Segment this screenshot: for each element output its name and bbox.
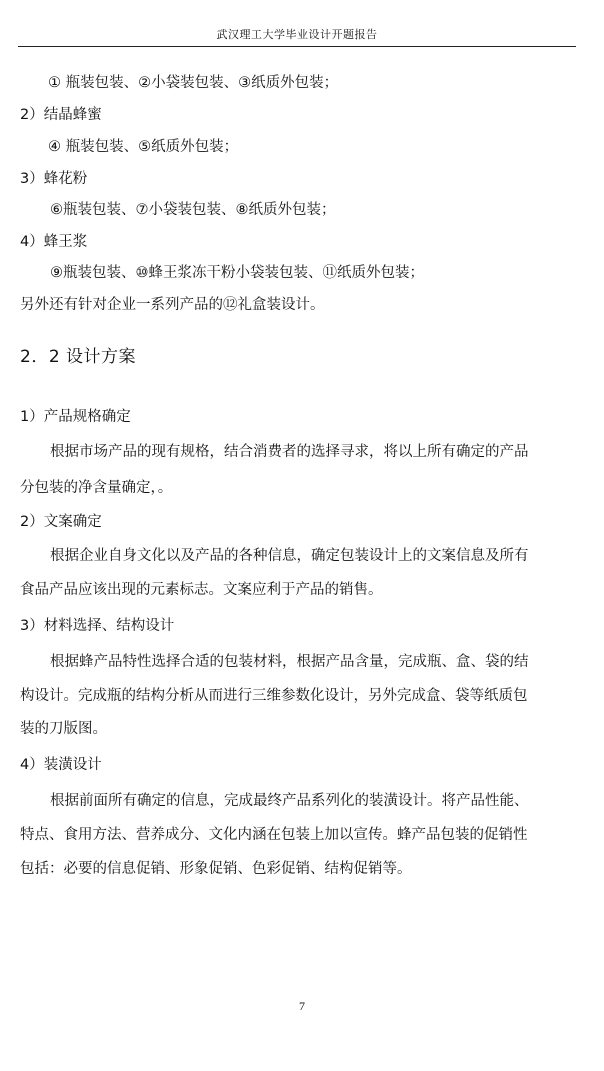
p3-title: 3）材料选择、结构设计 <box>20 618 175 634</box>
p4-line-2: 特点、食用方法、营养成分、文化内涵在包装上加以宣传。蜂产品包装的促销性 <box>20 827 528 843</box>
gift-box-line: 另外还有针对企业一系列产品的⑫礼盒装设计。 <box>20 297 325 313</box>
section-heading: 2．2 设计方案 <box>20 347 137 367</box>
p1-line-2: 分包装的净含量确定，。 <box>20 480 173 496</box>
page-number: 7 <box>299 999 305 1013</box>
packaging-item-3-line: ⑥瓶装包装、⑦小袋装包装、⑧纸质外包装； <box>50 202 336 218</box>
p3-line-3: 装的刀版图。 <box>20 721 107 737</box>
packaging-item-3-title: 3）蜂花粉 <box>20 171 88 187</box>
packaging-item-2-line: ④ 瓶装包装、⑤纸质外包装； <box>48 139 239 155</box>
page-header: 武汉理工大学毕业设计开题报告 <box>18 24 576 47</box>
p1-title: 1）产品规格确定 <box>20 409 131 425</box>
p3-line-2: 构设计。完成瓶的结构分析从而进行三维参数化设计，另外完成盒、袋等纸质包 <box>20 688 528 704</box>
p4-line-3: 包括：必要的信息促销、形象促销、色彩促销、结构促销等。 <box>20 861 412 877</box>
p4-title: 4）装潢设计 <box>20 757 102 773</box>
p3-line-1: 根据蜂产品特性选择合适的包装材料，根据产品含量，完成瓶、盒、袋的结 <box>50 654 529 670</box>
packaging-item-4-title: 4）蜂王浆 <box>20 234 88 250</box>
p1-line-1: 根据市场产品的现有规格，结合消费者的选择寻求，将以上所有确定的产品 <box>50 444 529 460</box>
packaging-item-1-line: ① 瓶装包装、②小袋装包装、③纸质外包装； <box>48 75 339 91</box>
p2-title: 2）文案确定 <box>20 514 102 530</box>
p2-line-2: 食品产品应该出现的元素标志。文案应利于产品的销售。 <box>20 582 383 598</box>
p2-line-1: 根据企业自身文化以及产品的各种信息，确定包装设计上的文案信息及所有 <box>50 548 529 564</box>
packaging-item-2-title: 2）结晶蜂蜜 <box>20 107 102 123</box>
p4-line-1: 根据前面所有确定的信息，完成最终产品系列化的装潢设计。将产品性能、 <box>50 793 529 809</box>
packaging-item-4-line: ⑨瓶装包装、⑩蜂王浆冻干粉小袋装包装、⑪纸质外包装； <box>50 265 424 281</box>
